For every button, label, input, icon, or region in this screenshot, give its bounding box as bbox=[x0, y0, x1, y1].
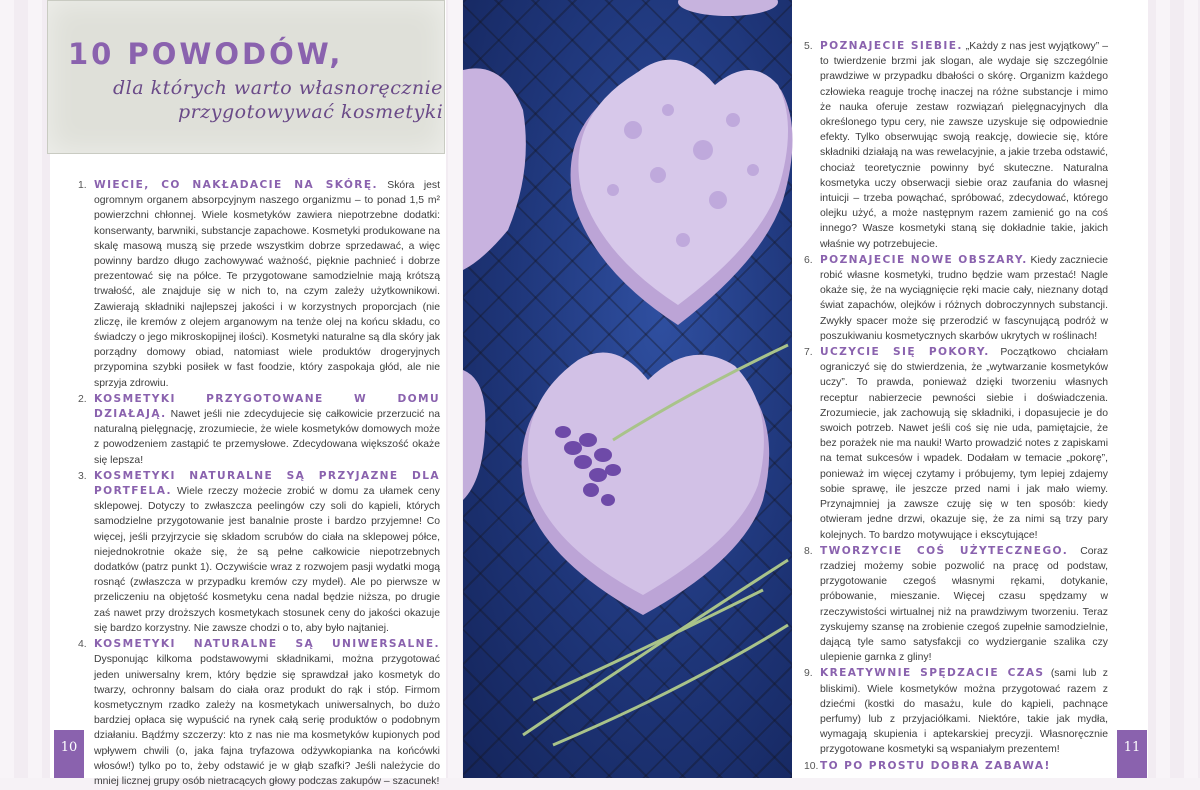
item-heading: UCZYCIE SIĘ POKORY. bbox=[820, 346, 990, 359]
soap-hearts-photo bbox=[463, 0, 792, 778]
soap-top-edge bbox=[678, 0, 778, 16]
soap-left-partial-top bbox=[463, 68, 526, 270]
left-text-column bbox=[78, 178, 440, 790]
item-number: 3. bbox=[78, 470, 87, 482]
item-number: 9. bbox=[804, 668, 813, 680]
soap-heart-bottom bbox=[528, 352, 764, 595]
item-heading: WIECIE, CO NAKŁADACIE NA SKÓRĘ. bbox=[94, 179, 378, 191]
item-heading: TO PO PROSTU DOBRA ZABAWA! bbox=[820, 759, 1051, 772]
item-text: Nawet jeśli nie zdecydujecie się całkowicie przerzucić na naturalną pielęgnację, zrozumiecie, że wiele kosmetyków domowych może z powodzeniem zastąpić te przemysłowe. Zdecydowana większość okaże się lepsza! bbox=[94, 409, 440, 466]
list-item bbox=[804, 544, 1108, 666]
page-number-right: 11 bbox=[1117, 730, 1147, 778]
item-heading: KOSMETYKI PRZYGOTOWANE W DOMU DZIAŁAJĄ. bbox=[94, 392, 440, 421]
list-item bbox=[804, 666, 1108, 757]
item-text: Początkowo chciałam ograniczyć się do stwierdzenia, że „wytwarzanie kosmetyków uczy”. To prawda, ponieważ dzięki tworzeniu własnych receptur nabierzecie pewności siebie i doświadczenia. Zrozumiecie, jak zachowują się składniki, i dopasujecie je do swoich potrzeb. Nawet jeśli coś się nie uda, pamiętajcie, że bez porażek nie ma nauki! Warto prowadzić notes z zapiskami na temat sukcesów i wpadek. Dodałam w temacie „pokorę”, ponieważ im więcej czytamy i próbujemy, tym lepiej zdajemy sobie sprawę, ile jeszcze przed nami i jak mało wiemy. Przynajmniej ja zawsze czuję się w ten sposób: kiedy otwieram jedne drzwi, okazuje się, że za nimi są trzy pary kolejnych. To bardzo motywujące i ekscytujące! bbox=[820, 347, 1108, 541]
list-item bbox=[804, 345, 1108, 543]
soap-left-partial-bottom bbox=[463, 370, 485, 500]
list-item bbox=[78, 469, 440, 636]
item-heading: POZNAJECIE NOWE OBSZARY. bbox=[820, 253, 1028, 266]
item-number: 5. bbox=[804, 41, 813, 52]
item-text: Dysponując kilkoma podstawowymi składnikami, można przygotować jeden uniwersalny krem, który będzie się sprawdzał jako kosmetyk do twarzy, ochronny balsam do ciała oraz produkt do rąk i stóp. Firmom kosmetycznym rzadko zależy na kosmetykach uniwersalnych, bo dużo bardziej opłaca się wypuścić na rynek całą serię produktów o podobnym działaniu. Bądźmy szczerzy: kto z nas nie ma kosmetyków kupionych pod wpływem chwili (o, jaka fajna tryfazowa odżywkopianka na końcówki włosów!) tylko po to, żeby odstawić je w głąb szafki? Jeśli należycie do mniej licznej grupy osób nietracących głowy podczas zakupów – szacunek! bbox=[94, 654, 440, 787]
item-number: 4. bbox=[78, 639, 87, 651]
item-text: Skóra jest ogromnym organem absorpcyjnym naszego organizmu – to ponad 1,5 m² powierzchni chłonnej. Wiele kosmetyków zawiera niepotrzebne dodatki: konserwanty, barwniki, substancje zapachowe. Kosmetyki produkowane na skalę masową muszą się przede wszystkim dobrze sprzedawać, a więc powinny bardzo długo zachowywać ważność, pięknie pachnieć i dobrze prezentować się na półce. Te przygotowane samodzielnie mają krótszą trwałość, ale znajduje się w nich to, na czym zależy użytkownikowi. Zawierają składniki najlepszej jakości i w korzystnych proporcjach (nie zliczę, ile kremów z olejem arganowym na tenże olej na końcu składu, co świadczy o jego mikroskopijnej ilości). Kosmetyki naturalne są dla skóry jak porządny domowy obiad, natomiast wiele produktów drogeryjnych przypomina szybki posiłek w fast foodzie, który zaspokaja głód, ale nie sprzyja zdrowiu. bbox=[94, 180, 440, 389]
page-title: 10 POWODÓW, bbox=[68, 37, 344, 71]
item-number: 6. bbox=[804, 254, 813, 266]
soap-illustration bbox=[463, 0, 792, 778]
item-text: Kiedy zaczniecie robić własne kosmetyki, trudno będzie wam przestać! Nagle okaże się, że na wyciągnięcie ręki macie cały, nieznany dotąd świat zapachów, olejków i różnych dobroczynnych substancji. Zwykły spacer może się przerodzić w fascynującą podróż w poszukiwaniu kosmetycznych skarbów ukrytych w roślinach! bbox=[820, 254, 1108, 342]
item-heading: KOSMETYKI NATURALNE SĄ PRZYJAZNE DLA PORTFELA. bbox=[94, 469, 440, 498]
item-heading: TWORZYCIE COŚ UŻYTECZNEGO. bbox=[820, 544, 1069, 557]
item-text: Wiele rzeczy możecie zrobić w domu za ułamek ceny sklepowej. Dotyczy to zwłaszcza peelingów czy soli do kąpieli, których samodzielne przygotowanie jest banalnie proste i bardzo przyjemne! Co więcej, jeśli przyjrzycie się składom scrubów do ciała na sklepowej półce, niejednokrotnie okaże się, że są pełne całkowicie niepotrzebnych dodatków (patrz punkt 1). Oczywiście wraz z rozwojem pasji wydatki mogą rosnąć (zwłaszcza w przypadku kremów czy mydeł). Ale po pierwsze w przeliczeniu na objętość kosmetyku cena nadal będzie niższa, po drugie zaś nawet przy droższych kosmetykach stosunek ceny do jakości okazuje się bardzo korzystny. Nie zawsze chodzi o to, aby było najtaniej. bbox=[94, 486, 440, 634]
item-number: 10. bbox=[804, 760, 819, 772]
list-item bbox=[804, 39, 1108, 252]
item-heading: POZNAJECIE SIEBIE. bbox=[820, 40, 963, 52]
soap-heart-top bbox=[578, 60, 788, 305]
page-subtitle-line-2: przygotowywać kosmetyki bbox=[178, 101, 444, 123]
item-heading: KOSMETYKI NATURALNE SĄ UNIWERSALNE. bbox=[94, 638, 440, 651]
list-item bbox=[804, 759, 1108, 774]
item-number: 7. bbox=[804, 347, 813, 359]
title-box bbox=[47, 0, 445, 154]
item-heading: KREATYWNIE SPĘDZACIE CZAS bbox=[820, 667, 1045, 680]
list-item bbox=[78, 392, 440, 468]
item-text: Coraz rzadziej możemy sobie pozwolić na pracę od podstaw, przygotowanie czegoś własnymi rękami, dotykanie, próbowanie, mieszanie. Więcej czasu spędzamy w rzeczywistości wirtualnej niż na prawdziwym tworzeniu. Teraz zyskujemy szansę na zrobienie czegoś zupełnie samodzielnie, dającą tyle samo satysfakcji co wydzierganie szalika czy ulepienie garnka z gliny! bbox=[820, 545, 1108, 664]
item-number: 8. bbox=[804, 545, 813, 557]
page-number-left: 10 bbox=[54, 730, 84, 778]
list-item bbox=[78, 178, 440, 391]
list-item bbox=[804, 253, 1108, 344]
item-number: 2. bbox=[78, 393, 87, 405]
page-subtitle-line-1: dla których warto własnoręcznie bbox=[113, 77, 443, 99]
item-text: (sami lub z bliskimi). Wiele kosmetyków można przygotować razem z dziećmi (kostki do masażu, kule do kąpieli, pachnące perfumy) lub z przyjaciółkami. Niektóre, takie jak mydła, wymagają skupienia i aptekarskiej precyzji. Własnoręcznie przygotowane kosmetyki są wspaniałym prezentem! bbox=[820, 668, 1108, 756]
item-text: „Każdy z nas jest wyjątkowy” – to twierdzenie brzmi jak slogan, ale wydaje się szczególnie prawdziwe w przypadku dbałości o skórę. Organizm każdego człowieka reaguje trochę inaczej na różne substancje i mimo że nauka oferuje zestaw rozwiązań pielęgnacyjnych dla określonego typu cery, nie zawsze uzyskuje się odpowiednie efekty. Tylko obserwując swoją reakcję, dowiecie się, które składniki działają na was rewelacyjnie, a jakie trzeba odstawić, chociaż teoretycznie powinny być skuteczne. Naturalna kosmetyka uczy obserwacji siebie oraz zaufania do własnej intuicji – trzeba powąchać, spróbować, zdecydować, którego olejku użyć, a może następnym razem zamienić go na coś innego? Wasze kosmetyki staną się dokładnie takie, jakich właśnie wy potrzebujecie. bbox=[820, 41, 1108, 250]
list-item bbox=[78, 637, 440, 789]
right-text-column bbox=[804, 39, 1108, 775]
item-number: 1. bbox=[78, 180, 87, 191]
